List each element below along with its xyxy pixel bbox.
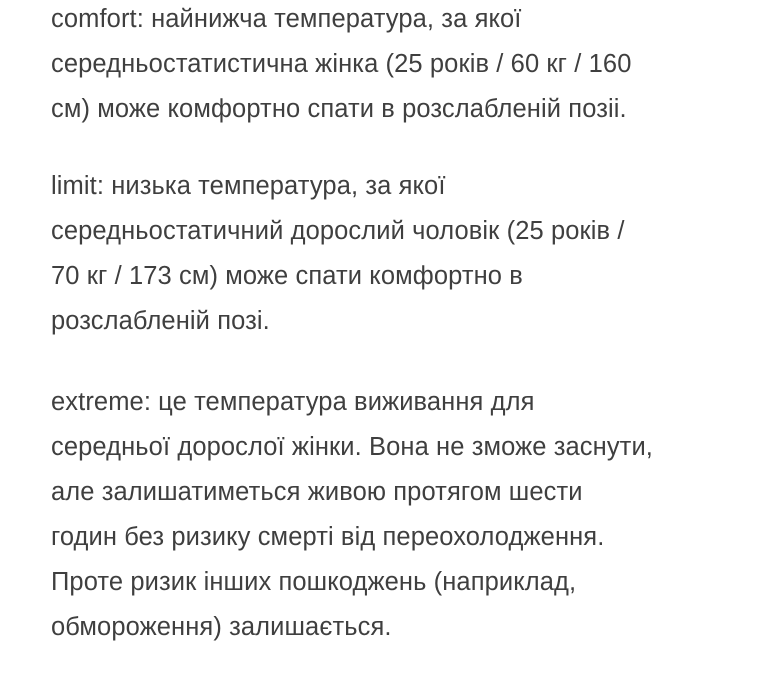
text-line: Проте ризик інших пошкоджень (наприклад, [51,568,577,596]
text-line: середньостатичний дорослий чоловік (25 років / [51,217,625,245]
text-line: обмороження) залишається. [51,613,392,641]
comfort-definition [51,0,631,132]
text-line: середньостатистична жінка (25 років / 60 кг / 160 [51,50,632,78]
text-line: розслабленій позі. [51,307,270,335]
text-line: 70 кг / 173 см) може спати комфортно в [51,262,523,290]
text-line: extreme: це температура виживання для [51,388,535,416]
text-line: comfort: найнижча температура, за якої [51,5,522,33]
extreme-definition [51,380,653,650]
text-line: але залишатиметься живою протягом шести [51,478,583,506]
text-line: см) може комфортно спати в розслабленій позіі. [51,95,627,123]
limit-definition [51,164,625,344]
text-line: limit: низька температура, за якої [51,172,446,200]
text-line: середньої дорослої жінки. Вона не зможе заснути, [51,433,653,461]
text-line: годин без ризику смерті від переохолодження. [51,523,605,551]
